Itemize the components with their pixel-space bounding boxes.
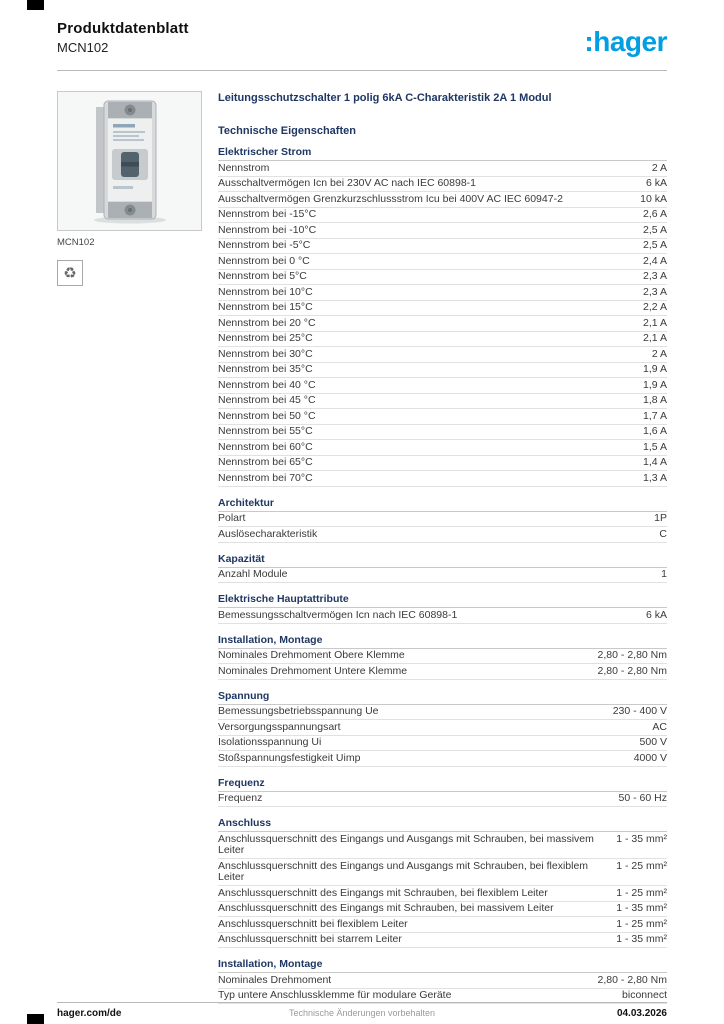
spec-value: 500 V [639,736,667,749]
table-row [218,527,667,543]
spec-value: 2,80 - 2,80 Nm [597,664,667,677]
table-row [218,239,667,255]
spec-section [218,817,667,948]
spec-section [218,146,667,487]
table-row [218,332,667,348]
page-header [57,0,667,58]
table-row [218,161,667,177]
product-image-caption: MCN102 [57,237,95,248]
section-rows [218,608,667,624]
spec-value: 1 - 35 mm² [616,832,667,845]
spec-label: Nominales Drehmoment [218,973,332,986]
spec-sections [218,146,667,1004]
spec-label: Nennstrom bei 65°C [218,456,313,469]
spec-label: Nennstrom bei -15°C [218,208,317,221]
spec-value: 2,3 A [643,285,667,298]
spec-label: Nennstrom bei 35°C [218,363,313,376]
spec-label: Anschlussquerschnitt bei flexiblem Leiter [218,917,408,930]
spec-label: Nominales Drehmoment Untere Klemme [218,664,408,677]
spec-label: Ausschaltvermögen Grenzkurzschlussstrom Icu bei 400V AC IEC 60947-2 [218,192,563,205]
spec-label: Nennstrom bei 70°C [218,471,313,484]
table-row [218,933,667,949]
spec-label: Isolationsspannung Ui [218,736,322,749]
spec-value: 2,3 A [643,270,667,283]
spec-value: 1,9 A [643,378,667,391]
footer-date: 04.03.2026 [616,1008,667,1019]
spec-value: 1,5 A [643,440,667,453]
spec-label: Anschlussquerschnitt des Eingangs mit Schrauben, bei flexiblem Leiter [218,886,548,899]
header-divider [57,70,667,71]
spec-value: 6 kA [645,608,667,621]
spec-value: 1 - 35 mm² [616,902,667,915]
section-title: Kapazität [218,553,667,568]
spec-value: 1 - 35 mm² [616,933,667,946]
spec-value: 1,8 A [643,394,667,407]
section-rows [218,705,667,767]
spec-value: 2,80 - 2,80 Nm [597,649,667,662]
spec-label: Nennstrom [218,161,270,174]
spec-label: Bemessungsbetriebsspannung Ue [218,705,379,718]
product-title: Leitungsschutzschalter 1 polig 6kA C-Charakteristik 2A 1 Modul [218,92,552,104]
spec-label: Stoßspannungsfestigkeit Uimp [218,751,361,764]
product-media-column [57,91,202,1004]
spec-label: Nennstrom bei 40 °C [218,378,316,391]
table-row [218,917,667,933]
table-row [218,270,667,286]
spec-label: Nennstrom bei 5°C [218,270,307,283]
table-row [218,394,667,410]
recycling-cert-box [57,260,83,286]
hager-logo: :hager [584,26,667,57]
recycling-icon: ♻ [63,264,77,282]
footer-site-link[interactable]: hager.com/de [57,1008,122,1019]
table-row [218,649,667,665]
spec-section [218,777,667,808]
table-row [218,471,667,487]
spec-label: Frequenz [218,792,263,805]
section-rows [218,973,667,1004]
spec-label: Nominales Drehmoment Obere Klemme [218,649,405,662]
spec-value: 1,6 A [643,425,667,438]
spec-value: 2,6 A [643,208,667,221]
spec-section [218,690,667,767]
product-reference: MCN102 [57,40,109,55]
section-title: Frequenz [218,777,667,792]
spec-label: Nennstrom bei 15°C [218,301,313,314]
spec-value: 1 - 25 mm² [616,886,667,899]
spec-label: Bemessungsschaltvermögen Icn nach IEC 60898-1 [218,608,458,621]
table-row [218,208,667,224]
spec-label: Anschlussquerschnitt des Eingangs und Ausgangs mit Schrauben, bei flexiblem Leiter [218,859,589,884]
spec-value: 2,5 A [643,223,667,236]
spec-value: 230 - 400 V [612,705,667,718]
spec-label: Nennstrom bei 25°C [218,332,313,345]
spec-value: 1 - 25 mm² [616,917,667,930]
spec-label: Auslösecharakteristik [218,527,318,540]
table-row [218,568,667,584]
spec-label: Anschlussquerschnitt des Eingangs und Ausgangs mit Schrauben, bei massivem Leiter [218,832,594,857]
spec-value: 1,9 A [643,363,667,376]
section-title: Elektrischer Strom [218,146,667,161]
spec-section [218,634,667,680]
print-mark-top [27,0,44,10]
spec-label: Nennstrom bei 60°C [218,440,313,453]
spec-value: biconnect [622,989,667,1002]
product-image [57,91,202,231]
spec-label: Nennstrom bei -10°C [218,223,317,236]
spec-label: Ausschaltvermögen Icn bei 230V AC nach IEC 60898-1 [218,177,476,190]
spec-label: Polart [218,512,246,525]
spec-value: 2,1 A [643,332,667,345]
main-content [57,91,667,1004]
page-footer [57,1002,667,1019]
table-row [218,192,667,208]
spec-label: Nennstrom bei 0 °C [218,254,310,267]
spec-label: Nennstrom bei -5°C [218,239,311,252]
section-title: Anschluss [218,817,667,832]
section-title: Elektrische Hauptattribute [218,593,667,608]
spec-section [218,553,667,584]
spec-label: Nennstrom bei 45 °C [218,394,316,407]
specs-heading: Technische Eigenschaften [218,125,356,138]
table-row [218,720,667,736]
footer-row [57,1008,667,1019]
table-row [218,378,667,394]
spec-label: Versorgungsspannungsart [218,720,341,733]
table-row [218,456,667,472]
doc-type-title: Produktdatenblatt [57,20,189,37]
spec-value: 2,80 - 2,80 Nm [597,973,667,986]
spec-label: Nennstrom bei 55°C [218,425,313,438]
table-row [218,886,667,902]
table-row [218,223,667,239]
spec-value: 2,2 A [643,301,667,314]
section-rows [218,161,667,487]
spec-value: 1,7 A [643,409,667,422]
spec-value: 2 A [651,347,667,360]
section-rows [218,512,667,543]
spec-value: 1 - 25 mm² [616,859,667,872]
table-row [218,859,667,886]
spec-value: 1 [661,568,667,581]
table-row [218,409,667,425]
spec-section [218,958,667,1004]
table-row [218,902,667,918]
table-row [218,751,667,767]
section-rows [218,568,667,584]
spec-label: Anzahl Module [218,568,288,581]
print-mark-bottom [27,1014,44,1024]
spec-value: C [659,527,667,540]
spec-label: Nennstrom bei 30°C [218,347,313,360]
section-rows [218,792,667,808]
table-row [218,705,667,721]
section-title: Spannung [218,690,667,705]
section-rows [218,649,667,680]
spec-value: 4000 V [633,751,667,764]
spec-value: 2,4 A [643,254,667,267]
spec-value: 50 - 60 Hz [618,792,667,805]
spec-label: Nennstrom bei 10°C [218,285,313,298]
spec-value: AC [652,720,667,733]
table-row [218,832,667,859]
spec-value: 2,5 A [643,239,667,252]
section-title: Installation, Montage [218,634,667,649]
spec-value: 1P [654,512,667,525]
spec-label: Nennstrom bei 20 °C [218,316,316,329]
spec-value: 2 A [651,161,667,174]
spec-value: 1,3 A [643,471,667,484]
spec-value: 6 kA [645,177,667,190]
table-row [218,512,667,528]
spec-label: Nennstrom bei 50 °C [218,409,316,422]
spec-label: Anschlussquerschnitt bei starrem Leiter [218,933,402,946]
table-row [218,608,667,624]
table-row [218,285,667,301]
table-row [218,440,667,456]
spec-value: 1,4 A [643,456,667,469]
section-title: Installation, Montage [218,958,667,973]
spec-section [218,593,667,624]
table-row [218,301,667,317]
circuit-breaker-illustration [66,97,194,225]
section-title: Architektur [218,497,667,512]
table-row [218,363,667,379]
table-row [218,664,667,680]
table-row [218,177,667,193]
spec-value: 2,1 A [643,316,667,329]
section-rows [218,832,667,948]
table-row [218,254,667,270]
spec-section [218,497,667,543]
spec-label: Anschlussquerschnitt des Eingangs mit Schrauben, bei massivem Leiter [218,902,554,915]
table-row [218,347,667,363]
table-row [218,736,667,752]
header-title-block [57,20,189,55]
spec-value: 10 kA [640,192,667,205]
table-row [218,425,667,441]
footer-notice: Technische Änderungen vorbehalten [288,1008,436,1018]
table-row [218,316,667,332]
table-row [218,792,667,808]
footer-divider [57,1002,667,1003]
table-row [218,973,667,989]
spec-column [218,91,667,1004]
spec-label: Typ untere Anschlussklemme für modulare Geräte [218,989,452,1002]
